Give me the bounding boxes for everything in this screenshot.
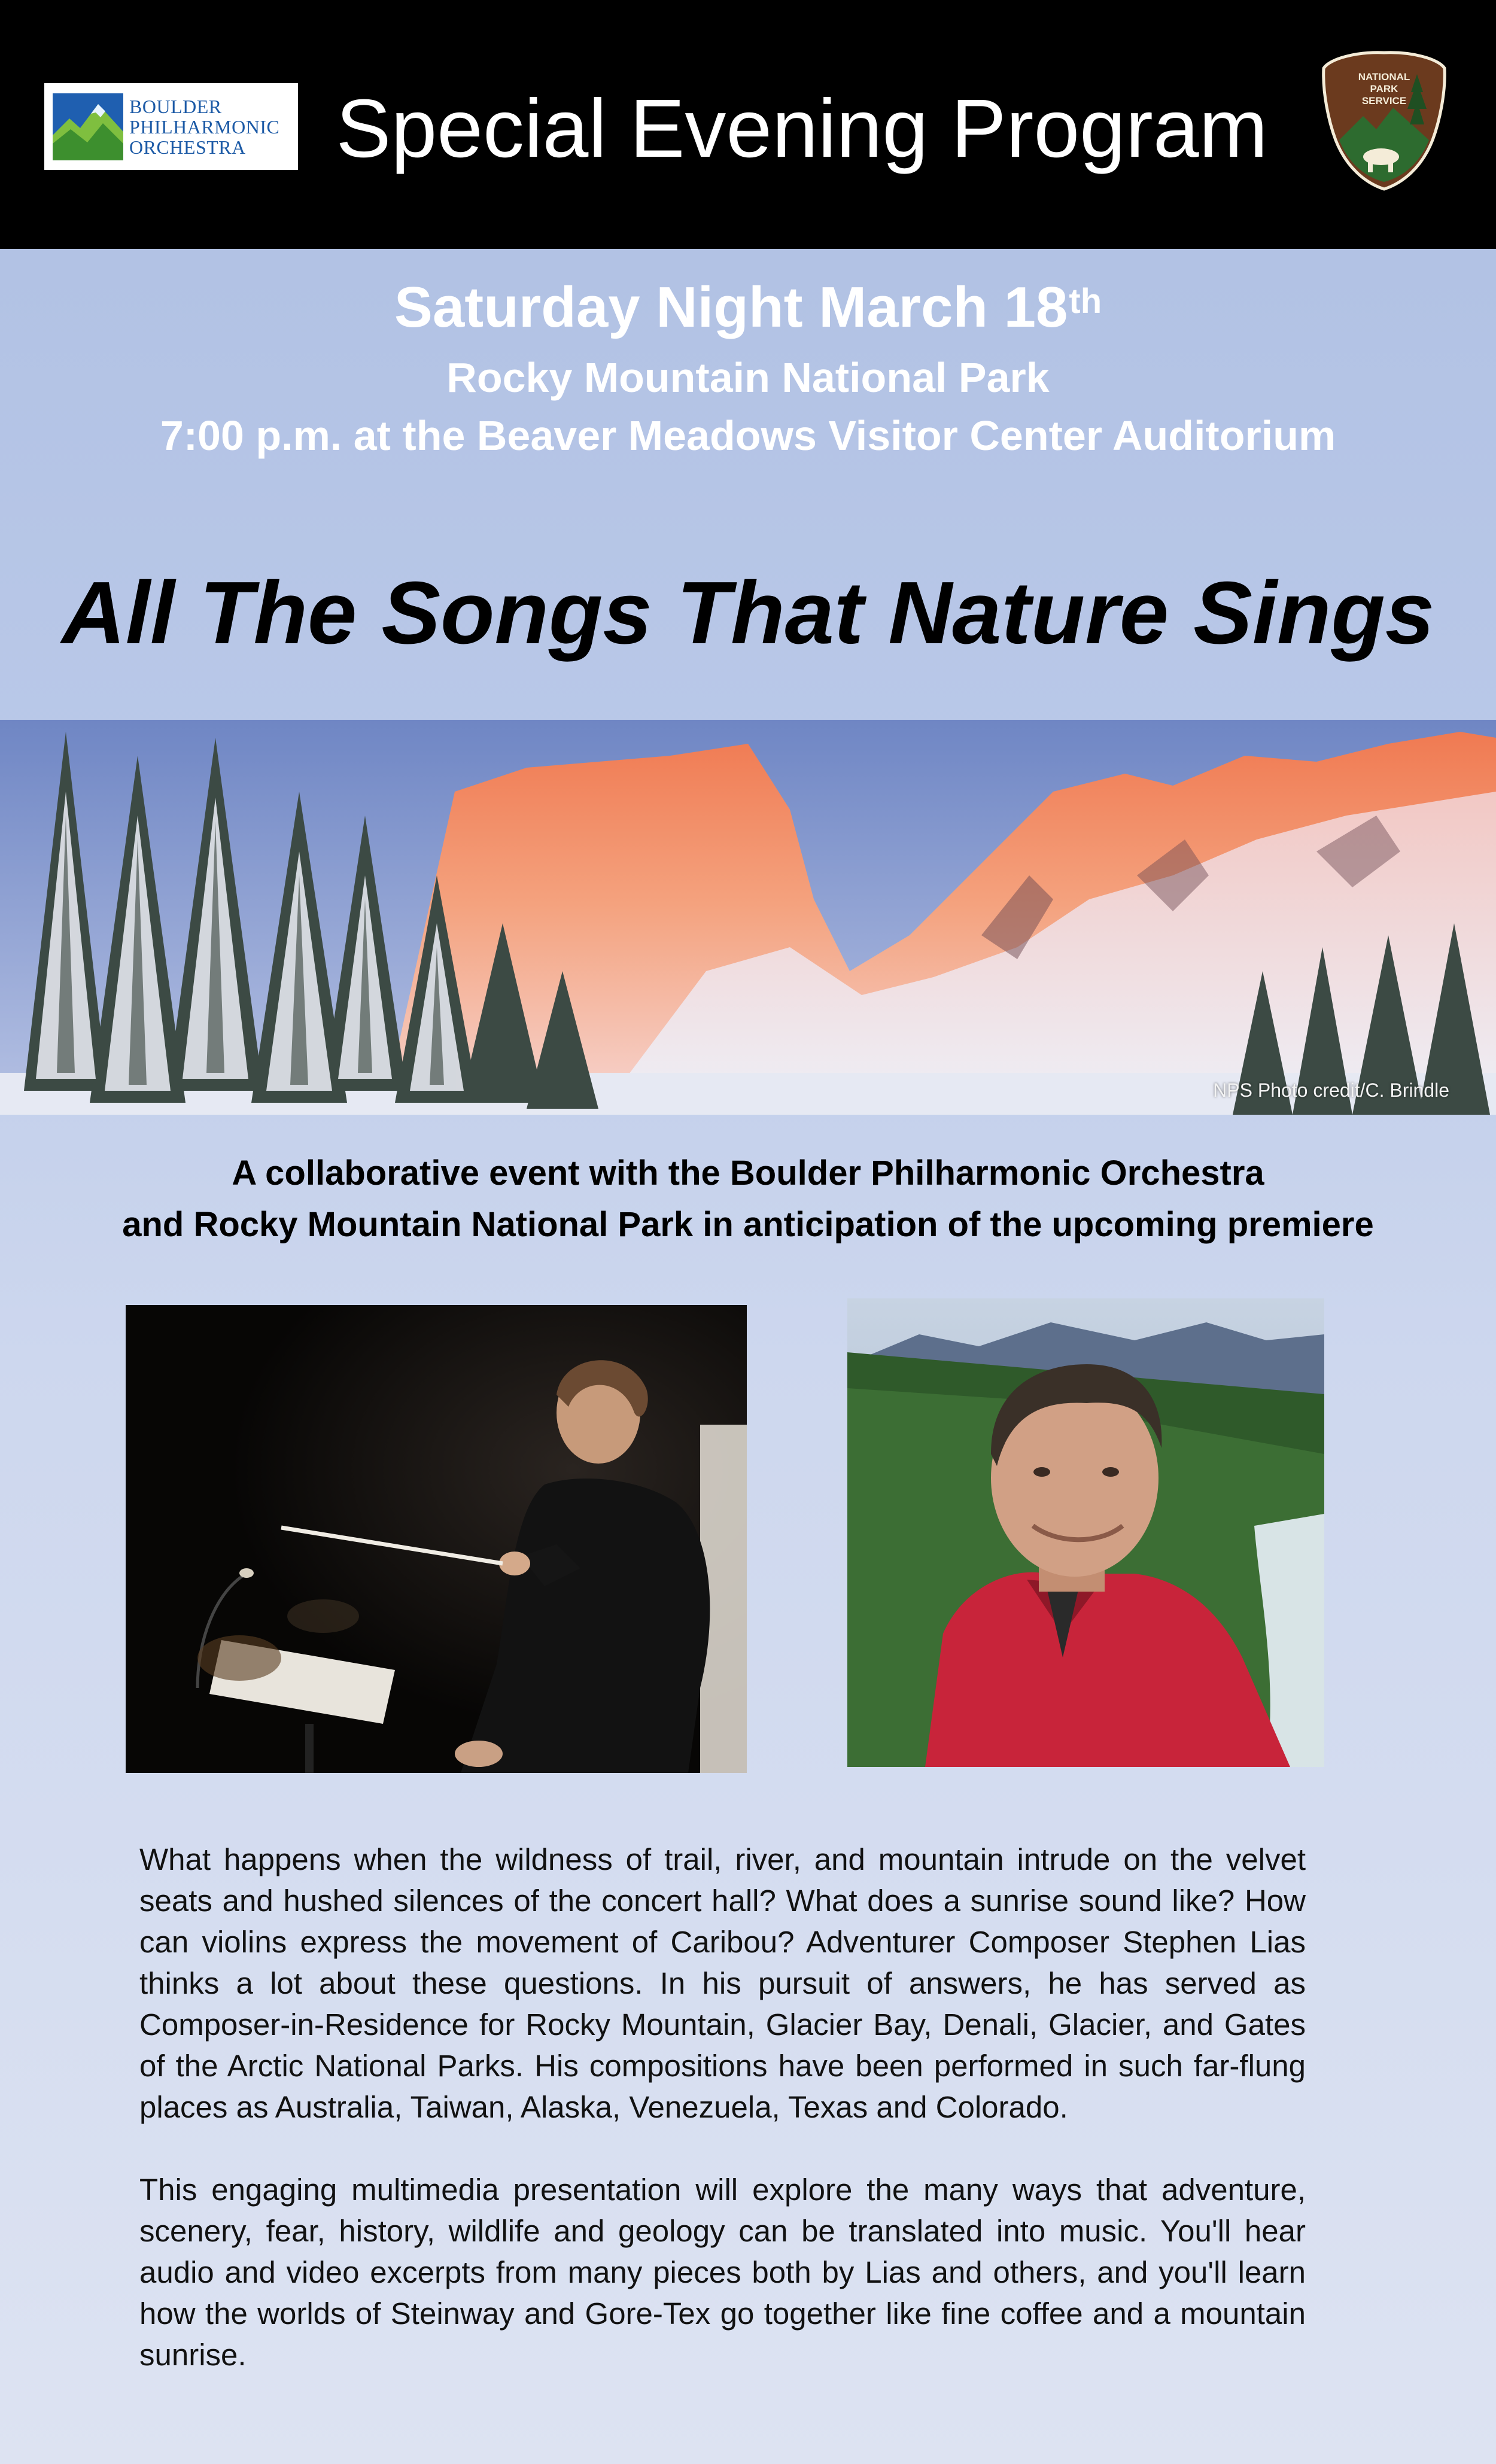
program-description bbox=[139, 1839, 1306, 2375]
composer-photo bbox=[847, 1298, 1324, 1767]
badge-line-3: SERVICE bbox=[1361, 95, 1407, 107]
page-title: Special Evening Program bbox=[336, 83, 1268, 175]
event-park: Rocky Mountain National Park bbox=[446, 354, 1050, 401]
logo-line-1: BOULDER bbox=[129, 95, 222, 117]
photo-credit: NPS Photo credit/C. Brindle bbox=[1213, 1079, 1449, 1101]
event-date-text: Saturday Night March 18 bbox=[394, 275, 1068, 339]
subtitle-line-1: A collaborative event with the Boulder Philharmonic Orchestra bbox=[232, 1154, 1264, 1193]
mountain-logo-icon bbox=[53, 93, 123, 160]
event-subtitle bbox=[0, 1148, 1496, 1251]
logo-line-3: ORCHESTRA bbox=[129, 136, 246, 158]
logo-line-2: PHILHARMONIC bbox=[129, 115, 280, 138]
description-paragraph-2: This engaging multimedia presentation will explore the many ways that adventure, scenery, fear, history, wildlife and geology can be translated into music. You'll hear audio and video excerpts from many pieces both by Lias and others, and you'll learn how the worlds of Steinway and Gore-Tex go together like fine coffee and a mountain sunrise. bbox=[139, 2173, 1306, 2372]
event-date bbox=[0, 272, 1496, 343]
event-date-suffix: th bbox=[1069, 282, 1102, 321]
conductor-image bbox=[126, 1305, 747, 1773]
event-time-location: 7:00 p.m. at the Beaver Meadows Visitor Center Auditorium bbox=[160, 412, 1336, 459]
header-bar bbox=[0, 0, 1496, 249]
conductor-photo bbox=[126, 1305, 747, 1773]
composer-portrait-image bbox=[847, 1298, 1324, 1767]
description-paragraph-1: What happens when the wildness of trail, river, and mountain intrude on the velvet seats and hushed silences of the concert hall? What does a sunrise sound like? How can violins express the movement of Caribou? Adventurer Composer Stephen Lias thinks a lot about these questions. In his pursuit of answers, he has served as Composer-in-Residence for Rocky Mountain, Glacier Bay, Denali, Glacier, and Gates of the Arctic National Parks. His compositions have been performed in such far-flung places as Australia, Taiwan, Alaska, Venezuela, Texas and Colorado. bbox=[139, 1842, 1306, 2124]
program-title: All The Songs That Nature Sings bbox=[61, 564, 1435, 662]
badge-line-1: NATIONAL bbox=[1358, 71, 1410, 83]
subtitle-line-2: and Rocky Mountain National Park in anticipation of the upcoming premiere bbox=[122, 1205, 1374, 1244]
badge-line-2: PARK bbox=[1370, 83, 1398, 95]
national-park-service-arrowhead-icon bbox=[1321, 50, 1447, 191]
mountain-banner-photo bbox=[0, 720, 1496, 1115]
snowy-mountain-landscape-image bbox=[0, 720, 1496, 1115]
boulder-philharmonic-logo bbox=[44, 83, 298, 170]
